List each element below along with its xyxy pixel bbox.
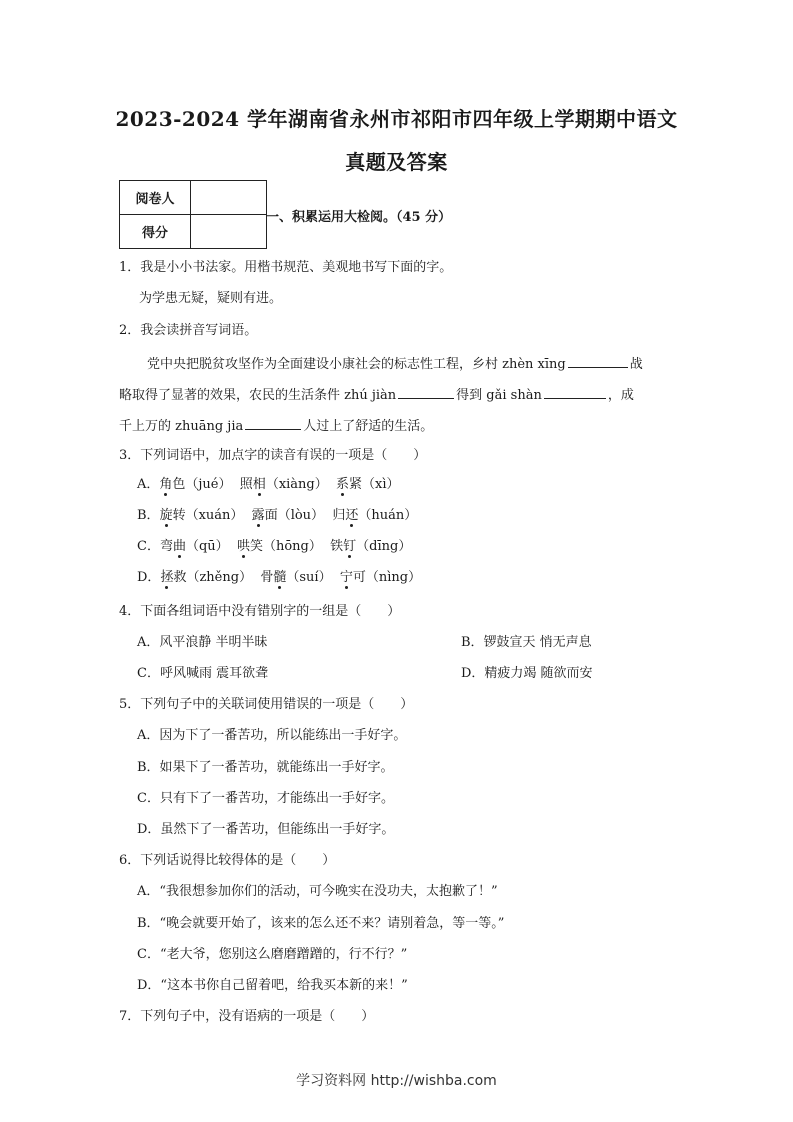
question-5-option-b: B．如果下了一番苦功，就能练出一手好字。 (137, 760, 394, 775)
word-text: 笑（hōng） (249, 539, 322, 554)
question-6-option-a: A．“我很想参加你们的活动，可今晚实在没功夫，太抱歉了！” (137, 884, 498, 899)
question-3-option-a (137, 476, 400, 494)
question-4-option-b: B．锣鼓宣天 悄无声息 (461, 635, 592, 650)
answer-blank[interactable] (568, 353, 628, 368)
question-3-stem: 3．下列词语中，加点字的读音有误的一项是（ ） (119, 448, 427, 463)
word-text: 面（lòu） (264, 508, 325, 523)
q2-text: 人过上了舒适的生活。 (303, 419, 434, 434)
word-text: 归 (332, 508, 346, 523)
question-5-option-d: D．虽然下了一番苦功，但能练出一手好字。 (137, 822, 395, 837)
word-text: 转（xuán） (172, 508, 244, 523)
word-text: 骨 (260, 570, 274, 585)
question-6-option-d: D．“这本书你自己留着吧，给我买本新的来！” (137, 978, 408, 993)
q2-text: ，成 (607, 388, 634, 403)
q2-text: 党中央把脱贫攻坚作为全面建设小康社会的标志性工程，乡村 zhèn xīng (147, 357, 566, 372)
question-6-option-b: B．“晚会就要开始了，该来的怎么还不来？请别着急，等一等。” (137, 916, 505, 931)
grader-cell (191, 181, 267, 215)
question-6-stem: 6．下列话说得比较得体的是（ ） (119, 853, 336, 868)
score-table (119, 180, 267, 249)
word-text: 照 (239, 477, 253, 492)
dotted-char: 还 (345, 508, 359, 523)
dotted-char: 相 (252, 477, 266, 492)
question-7-stem: 7．下列句子中，没有语病的一项是（ ） (119, 1009, 375, 1024)
score-cell (191, 215, 267, 249)
grader-label: 阅卷人 (120, 181, 191, 215)
dotted-char: 哄 (236, 539, 250, 554)
question-3-option-c (137, 538, 411, 556)
question-2-paragraph-line3 (119, 415, 433, 436)
question-3-option-d (137, 569, 421, 587)
option-prefix: B． (137, 508, 160, 523)
answer-blank[interactable] (544, 384, 606, 399)
dotted-char: 露 (251, 508, 265, 523)
dotted-char: 髓 (273, 570, 287, 585)
q2-text: 战 (629, 357, 643, 372)
dotted-char: 系 (336, 477, 350, 492)
option-prefix: C． (137, 539, 160, 554)
page-title: 2023-2024 学年湖南省永州市祁阳市四年级上学期期中语文 (115, 107, 678, 131)
dotted-char: 角 (159, 477, 173, 492)
question-4-option-d: D．精疲力竭 随欲而安 (461, 666, 593, 681)
option-prefix: D． (137, 570, 161, 585)
question-1-text: 为学患无疑，疑则有进。 (139, 291, 283, 306)
dotted-char: 旋 (159, 508, 173, 523)
word-text: 可（nìng） (352, 570, 422, 585)
answer-blank[interactable] (245, 415, 301, 430)
question-3-option-b (137, 507, 417, 525)
answer-blank[interactable] (398, 384, 454, 399)
word-text: （dīng） (356, 539, 412, 554)
dotted-char: 曲 (172, 539, 186, 554)
question-6-option-c: C．“老大爷，您别这么磨磨蹭蹭的，行不行？” (137, 947, 408, 962)
question-4-option-a: A．风平浪静 半明半昧 (137, 635, 268, 650)
question-2-paragraph-line2 (119, 384, 634, 405)
word-text: 铁 (330, 539, 344, 554)
word-text: （qū） (185, 539, 229, 554)
word-text: （huán） (358, 508, 418, 523)
question-2-stem: 2．我会读拼音写词语。 (119, 323, 258, 338)
word-text: 弯 (159, 539, 173, 554)
section-heading: 一、积累运用大检阅。（45 分） (266, 210, 452, 225)
question-2-paragraph-line1 (147, 353, 643, 374)
word-text: 色（jué） (172, 477, 232, 492)
dotted-char: 宁 (339, 570, 353, 585)
word-text: （suí） (286, 570, 332, 585)
dotted-char: 拯 (160, 570, 174, 585)
q2-text: 略取得了显著的效果，农民的生活条件 zhú jiàn (119, 388, 397, 403)
question-1-stem: 1．我是小小书法家。用楷书规范、美观地书写下面的字。 (119, 260, 453, 275)
question-4-option-c: C．呼风喊雨 震耳欲聋 (137, 666, 269, 681)
q2-text: 千上万的 zhuāng jia (119, 419, 244, 434)
question-5-option-a: A．因为下了一番苦功，所以能练出一手好字。 (137, 728, 407, 743)
word-text: 紧（xì） (349, 477, 400, 492)
word-text: 救（zhěng） (173, 570, 253, 585)
question-4-stem: 4．下面各组词语中没有错别字的一组是（ ） (119, 604, 401, 619)
option-prefix: A． (137, 477, 160, 492)
q2-text: 得到 gǎi shàn (456, 388, 542, 403)
dotted-char: 钉 (343, 539, 357, 554)
footer-watermark: 学习资料网 http://wishba.com (296, 1073, 497, 1089)
question-5-stem: 5．下列句子中的关联词使用错误的一项是（ ） (119, 697, 414, 712)
word-text: （xiàng） (265, 477, 328, 492)
question-5-option-c: C．只有下了一番苦功，才能练出一手好字。 (137, 791, 394, 806)
page-title-line2: 真题及答案 (345, 150, 448, 174)
score-label: 得分 (120, 215, 191, 249)
